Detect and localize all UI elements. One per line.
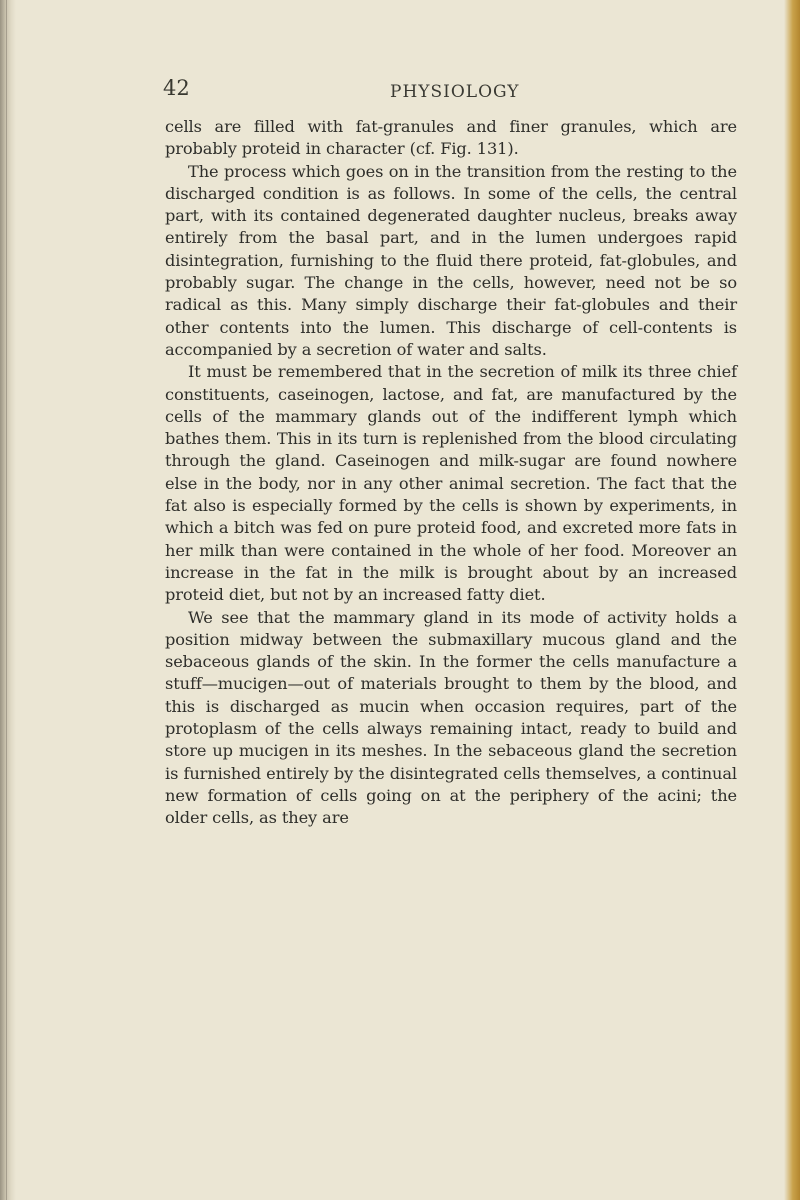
page-fore-edge (784, 0, 800, 1200)
paragraph: The process which goes on in the transition from the resting to the discharged condition is as follows. In some of the cells, the central part, with its contained degenerated daughter nucleus, breaks away entirely from the basal part, and in the lumen undergoes rapid disintegration, furnishing to the fluid there proteid, fat-globules, and probably sugar. The change in the cells, however, need not be so radical as this. Many simply discharge their fat-globules and their other contents into the lumen. This discharge of cell-contents is accompanied by a secretion of water and salts. (165, 161, 737, 359)
page-number: 42 (163, 76, 190, 100)
paragraph: cells are filled with fat-granules and finer granules, which are probably proteid in character (cf. Fig. 131). (165, 117, 737, 159)
running-title: PHYSIOLOGY (390, 82, 520, 102)
paragraph: It must be remembered that in the secretion of milk its three chief constituents, caseinogen, lactose, and fat, are manufactured by the cells of the mammary glands out of the indifferent lymph which bathes them. This in its turn is replenished from the blood circulating through the gland. Caseinogen and milk-sugar are found nowhere else in the body, nor in any other animal secretion. The fact that the fat also is especially formed by the cells is shown by experiments, in which a bitch was fed on pure proteid food, and excreted more fats in her milk than were contained in the whole of her food. Moreover an increase in the fat in the milk is brought about by an increased proteid diet, but not by an increased fatty diet. (165, 362, 737, 605)
page-header (0, 76, 800, 106)
body-text (165, 116, 737, 830)
page-binding-edge (0, 0, 16, 1200)
binding-crease (6, 0, 7, 1200)
paragraph: We see that the mammary gland in its mode of activity holds a position midway between the submaxillary mucous gland and the sebaceous glands of the skin. In the former the cells manufacture a stuff—mucigen—out of materials brought to them by the blood, and this is discharged as mucin when occasion requires, part of the protoplasm of the cells always remaining intact, ready to build and store up mucigen in its meshes. In the sebaceous gland the secretion is furnished entirely by the disintegrated cells themselves, a continual new formation of cells going on at the periphery of the acini; the older cells, as they are (165, 607, 737, 828)
